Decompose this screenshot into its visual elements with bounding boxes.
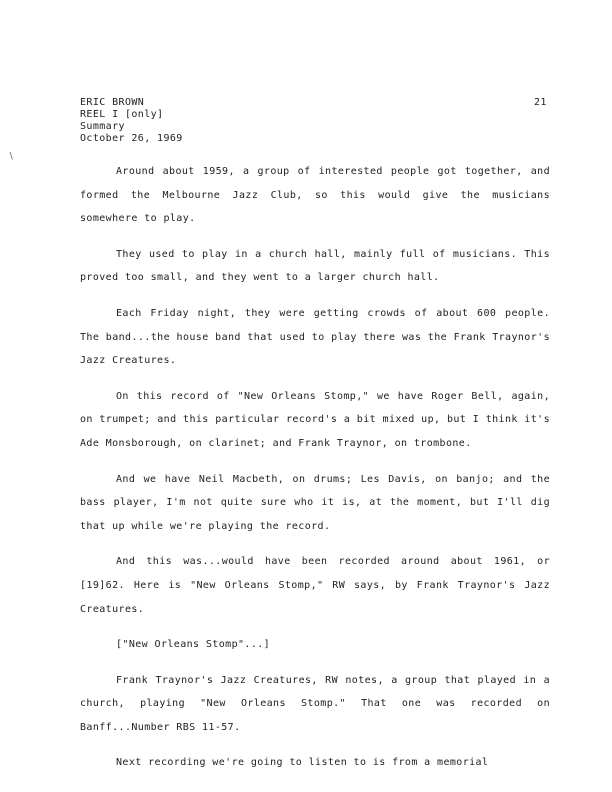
paragraph-7: ["New Orleans Stomp"...] <box>116 639 271 651</box>
paragraph-3: Each Friday night, they were getting crowds of about 600 people. The band...the house band that used to play there was the Frank Traynor's Jazz Creatures. <box>80 307 550 367</box>
header-date: October 26, 1969 <box>80 133 183 144</box>
header-name: ERIC BROWN <box>80 97 145 108</box>
paragraph-9: Next recording we're going to listen to is from a memorial <box>116 757 489 769</box>
transcript-body <box>80 160 550 787</box>
header-reel: REEL I [only] <box>80 109 164 120</box>
header-type: Summary <box>80 121 125 132</box>
page-number: 21 <box>534 97 547 108</box>
paragraph-5: And we have Neil Macbeth, on drums; Les Davis, on banjo; and the bass player, I'm not quite sure who it is, at the moment, but I'll dig that up while we're playing the record. <box>80 473 550 532</box>
paragraph-4: On this record of "New Orleans Stomp," we have Roger Bell, again, on trumpet; and this particular record's a bit mixed up, but I think it's Ade Monsborough, on clarinet; and Frank Traynor, on trombone. <box>80 390 550 449</box>
paragraph-6: And this was...would have been recorded around about 1961, or [19]62. Here is "New Orleans Stomp," RW says, by Frank Traynor's Jazz Creatures. <box>80 556 550 615</box>
stray-mark: ∖ <box>8 152 15 162</box>
paragraph-1: Around about 1959, a group of interested people got together, and formed the Melbourne Jazz Club, so this would give the musicians somewhere to play. <box>80 166 550 225</box>
paragraph-2: They used to play in a church hall, mainly full of musicians. This proved too small, and they went to a larger church hall. <box>80 248 550 284</box>
paragraph-8: Frank Traynor's Jazz Creatures, RW notes, a group that played in a church, playing "New Orleans Stomp." That one was recorded on Banff...Number RBS 11-57. <box>80 674 550 733</box>
